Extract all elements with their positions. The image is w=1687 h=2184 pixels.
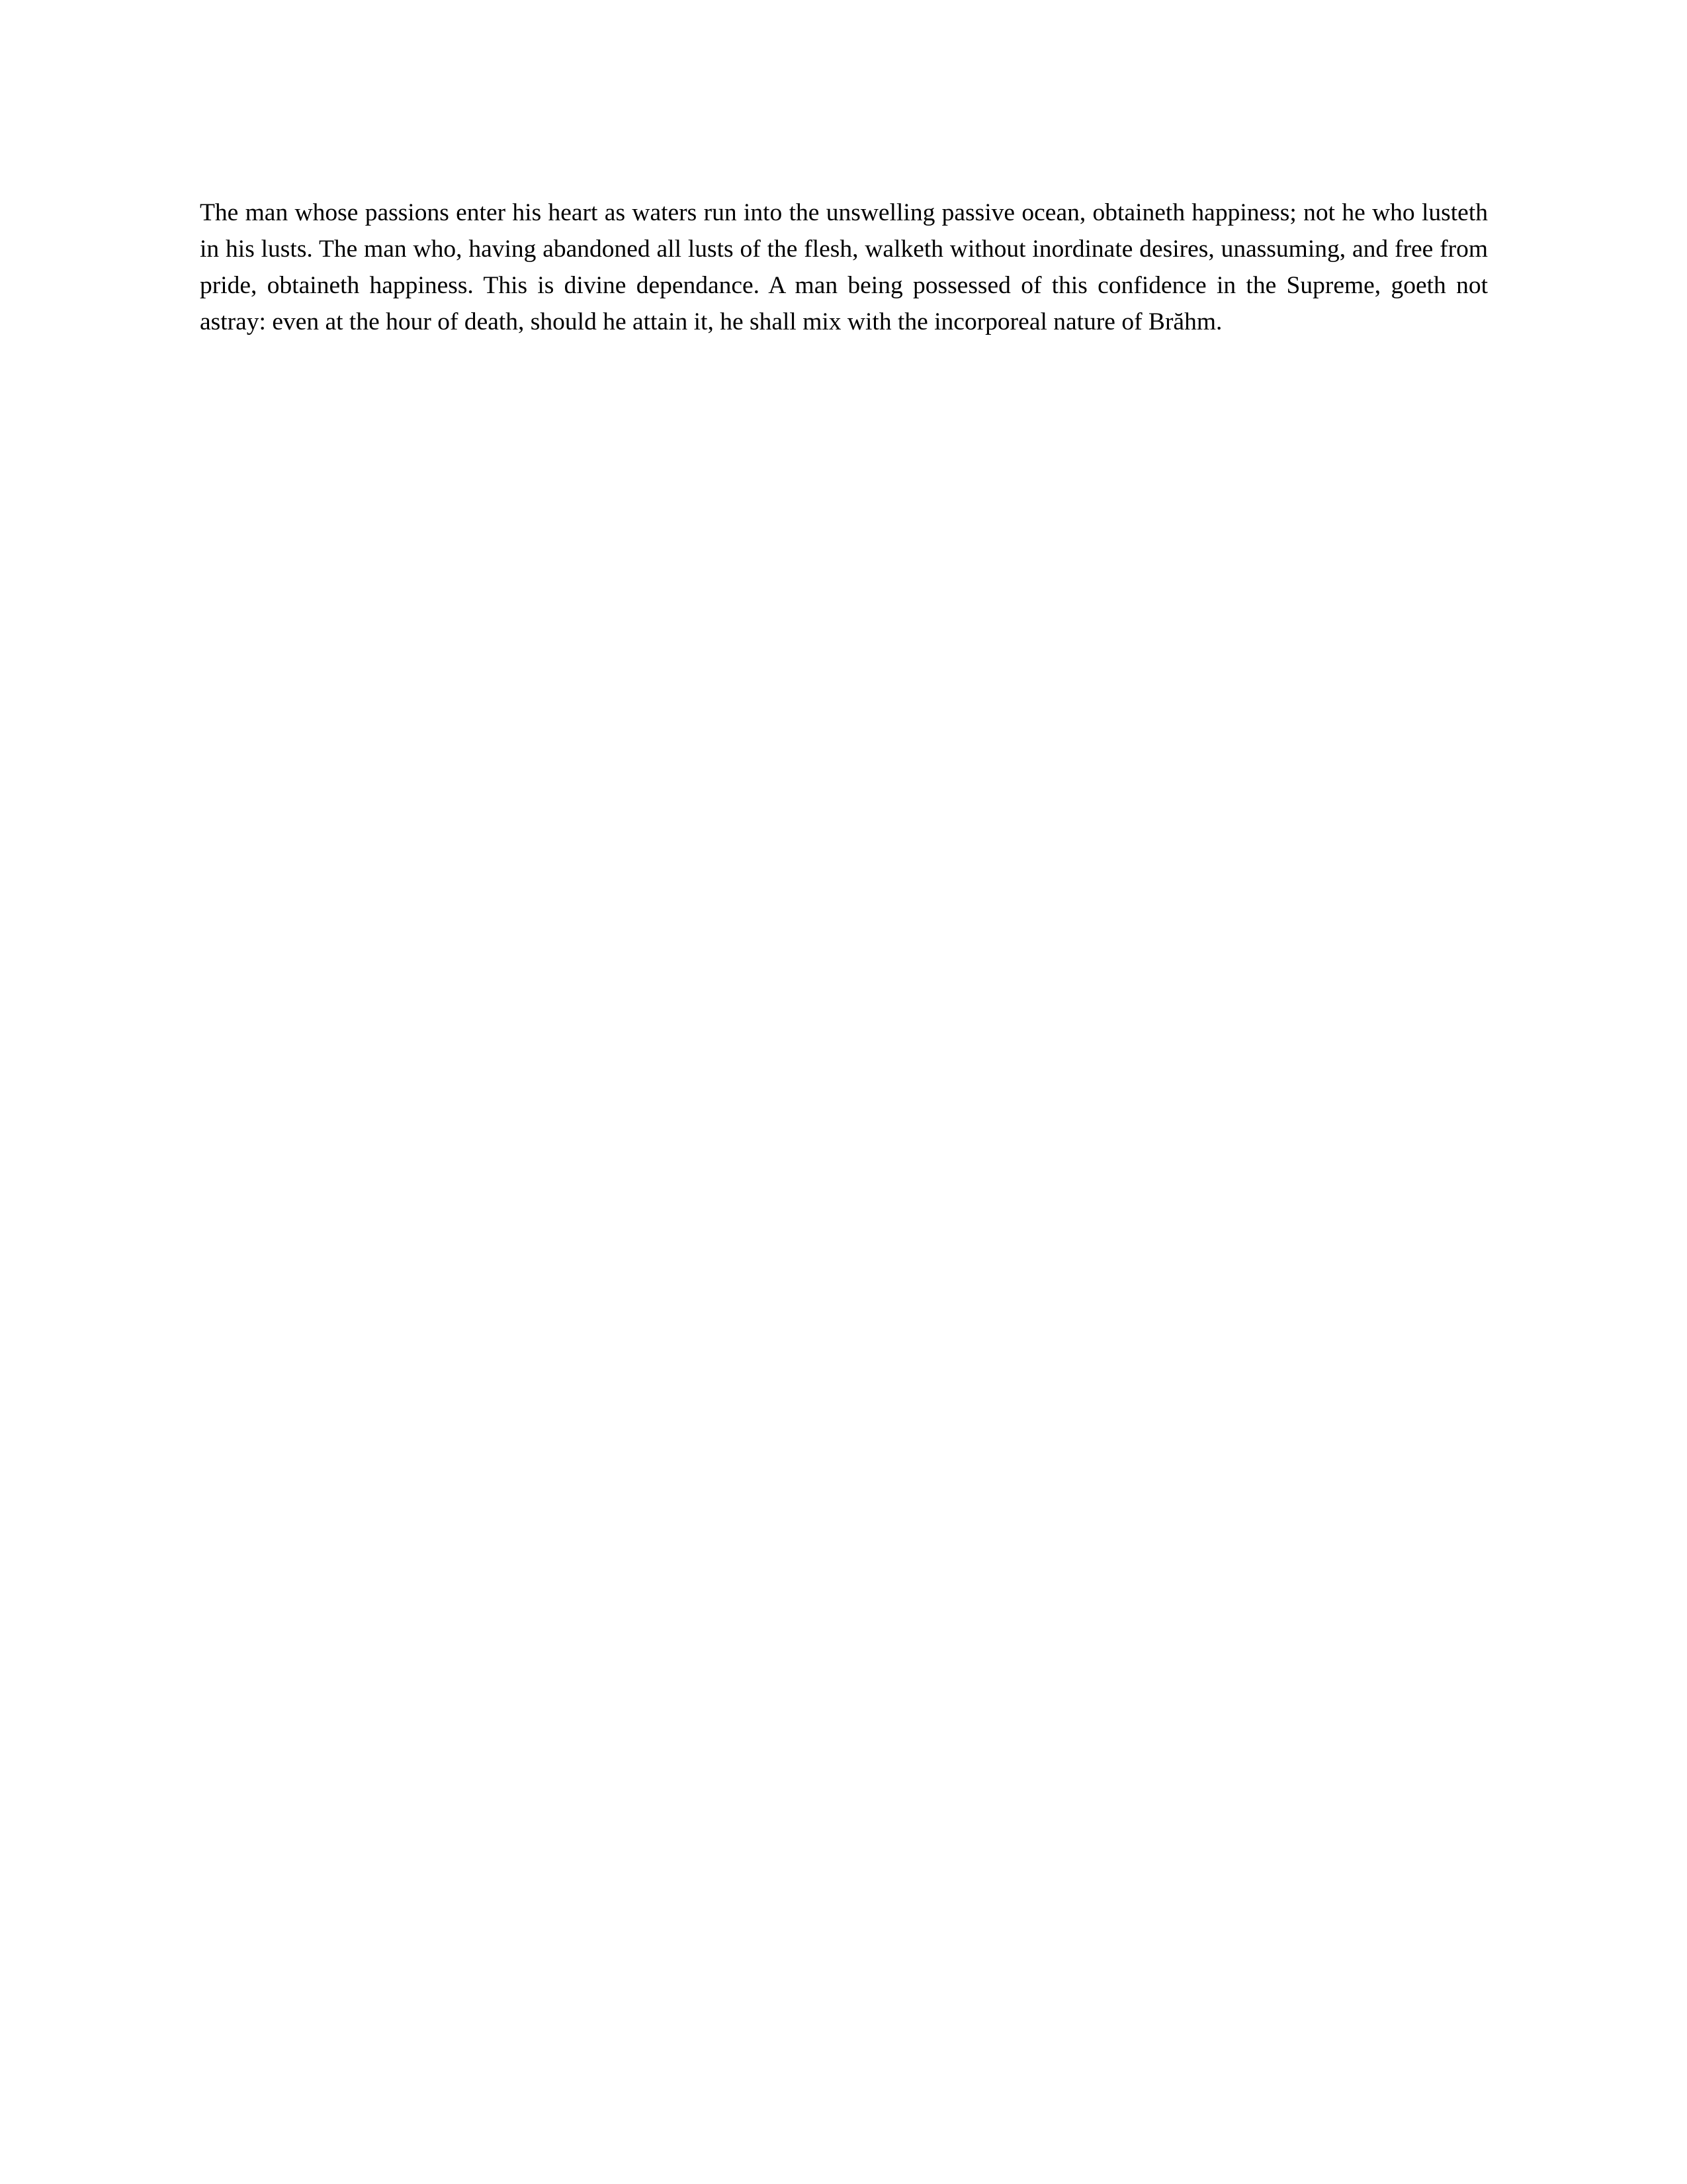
- page-content: [200, 195, 1488, 341]
- body-paragraph: The man whose passions enter his heart as waters run into the unswelling passive ocean, obtaineth happiness; not he who lusteth in his lusts. The man who, having abandoned all lusts of the flesh, walketh without inordinate desires, unassuming, and free from pride, obtaineth happiness. This is divine dependance. A man being possessed of this confidence in the Supreme, goeth not astray: even at the hour of death, should he attain it, he shall mix with the incorporeal nature of Brăhm.: [200, 199, 1488, 335]
